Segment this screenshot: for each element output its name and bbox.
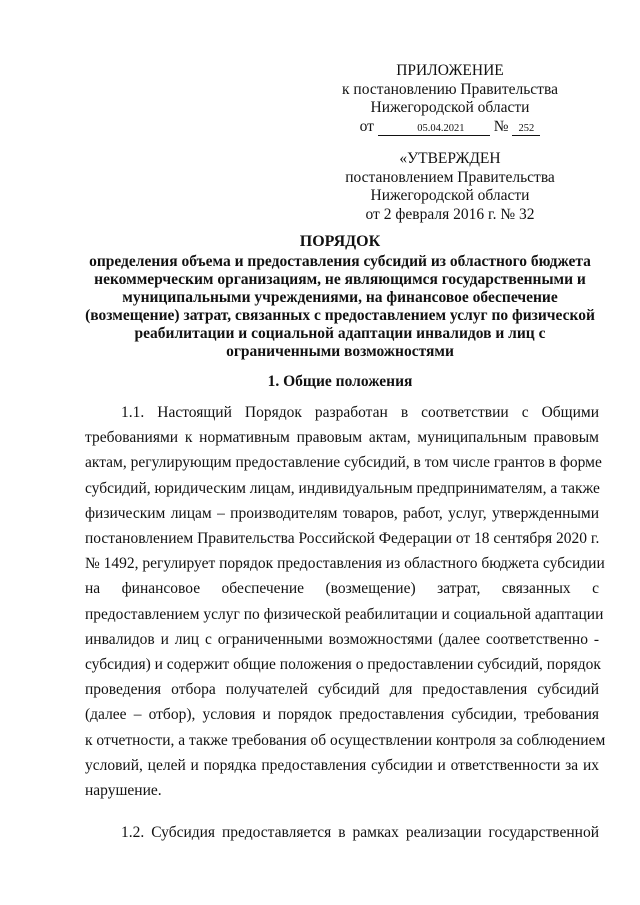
paragraph-line: № 1492, регулирует порядок предоставления из областного бюджета субсидии	[85, 555, 605, 573]
paragraph-line: проведения отбора получателей субсидий для предоставления субсидий	[85, 681, 599, 699]
paragraph-line: физическим лицам – производителям товаров, работ, услуг, утвержденными	[85, 504, 599, 522]
title-line: определения объема и предоставления субсидий из областного бюджета	[89, 253, 591, 270]
paragraph-line: 1.2. Субсидия предоставляется в рамках реализации государственной	[121, 824, 599, 841]
paragraph-line: нарушение.	[85, 782, 162, 800]
from-label: от	[359, 117, 374, 135]
appendix-line-2: к постановлению Правительства	[342, 80, 558, 98]
paragraph-line: инвалидов и лиц с ограниченными возможностями (далее соответственно -	[85, 630, 599, 648]
approval-line-4: от 2 февраля 2016 г. № 32	[365, 205, 535, 223]
paragraph-line: актам, регулирующим предоставление субсидий, в том числе грантов в форме	[85, 454, 602, 472]
title-line: некоммерческим организациям, не являющимся государственными и	[94, 271, 586, 288]
paragraph-line: к отчетности, а также требования об осуществлении контроля за соблюдением	[85, 731, 606, 749]
title-line: реабилитации и социальной адаптации инвалидов и лиц с	[134, 325, 546, 342]
title-heading: ПОРЯДОК	[299, 233, 381, 250]
appendix-heading: ПРИЛОЖЕНИЕ	[396, 62, 504, 79]
appendix-line-3: Нижегородской области	[370, 99, 530, 116]
title-line: (возмещение) затрат, связанных с предоставлением услуг по физической	[85, 307, 595, 324]
title-line: муниципальными учреждениями, на финансовое обеспечение	[122, 289, 558, 306]
title-line: ограниченными возможностями	[226, 343, 454, 360]
section-heading: 1. Общие положения	[267, 373, 413, 390]
approval-line-2: постановлением Правительства	[345, 168, 555, 186]
document-title	[80, 233, 600, 361]
approval-stamp	[300, 150, 600, 224]
paragraph-line: предоставлением услуг по физической реабилитации и социальной адаптации	[85, 605, 604, 623]
appendix-date-line	[300, 118, 600, 137]
paragraph-line: на финансовое обеспечение (возмещение) затрат, связанных с	[85, 580, 599, 598]
paragraph-line: субсидий, юридическим лицам, индивидуальным предпринимателям, а также	[85, 479, 600, 497]
decree-date: 05.04.2021	[378, 123, 490, 136]
approval-line-3: Нижегородской области	[370, 187, 530, 204]
paragraph-1-2	[85, 820, 599, 845]
paragraph-line: условий, целей и порядка предоставления субсидии и ответственности за их	[85, 756, 599, 774]
paragraph-line: 1.1. Настоящий Порядок разработан в соответствии с Общими	[121, 404, 599, 421]
paragraph-line: постановлением Правительства Российской Федерации от 18 сентября 2020 г.	[85, 530, 600, 548]
paragraph-1-1	[85, 400, 606, 803]
appendix-stamp	[300, 62, 600, 136]
number-sign: №	[493, 117, 509, 135]
paragraph-line: (далее – отбор), условия и порядок предоставления субсидии, требования	[85, 706, 599, 724]
paragraph-line: субсидия) и содержит общие положения о предоставлении субсидий, порядок	[85, 656, 601, 674]
approval-heading: «УТВЕРЖДЕН	[399, 150, 501, 167]
decree-number: 252	[512, 123, 540, 136]
paragraph-line: требованиями к нормативным правовым актам, муниципальным правовым	[85, 429, 599, 447]
